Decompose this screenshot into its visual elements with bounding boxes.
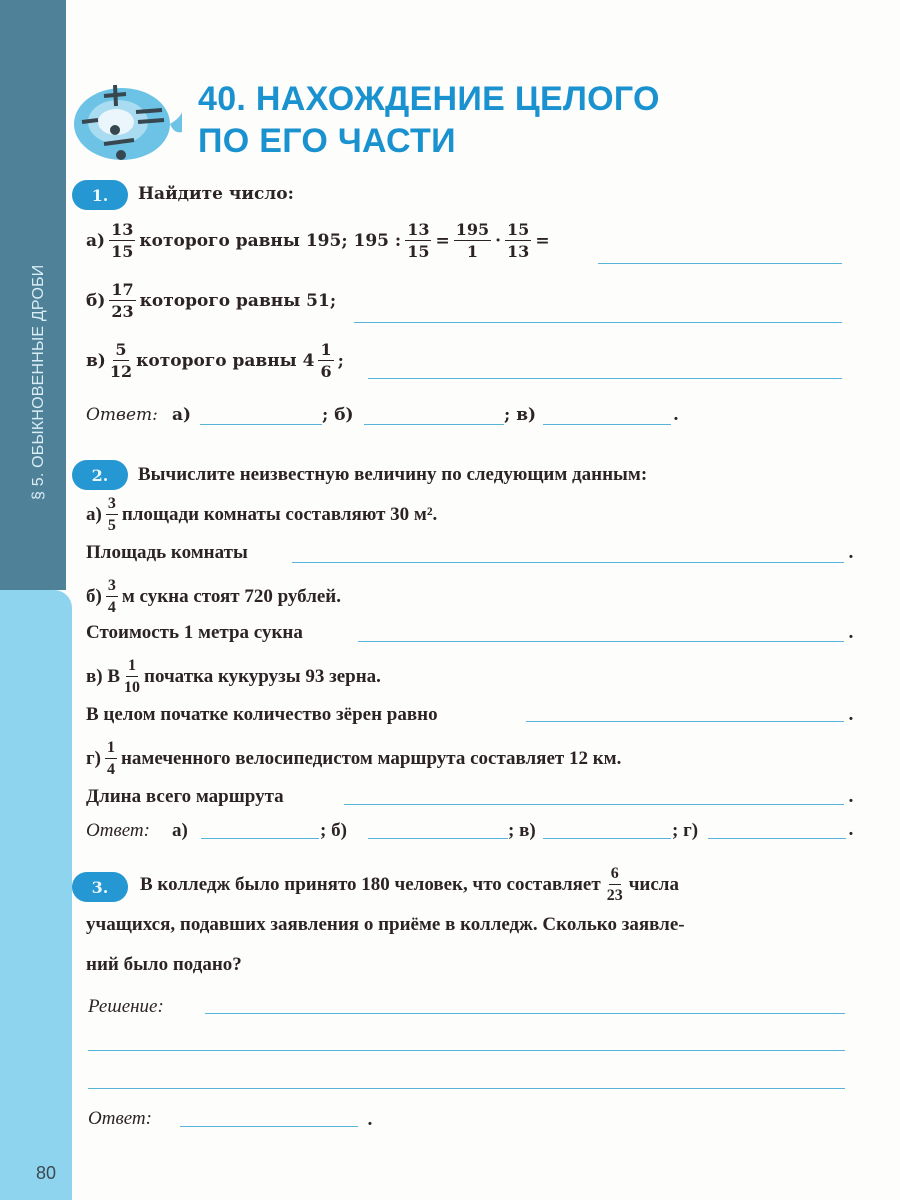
fraction: $\frac{1}{6}$ [320,340,332,381]
page-title [198,78,660,162]
task2-result-d: Длина всего маршрута [86,786,284,807]
fraction: $\frac{13}{15}$ [111,220,134,261]
task2-item-a: а) $\frac{3}{5}$ площади комнаты составляют 30 м². [86,495,438,534]
answer-blank-2c[interactable] [526,721,844,722]
math-operations-icon [70,82,182,162]
fraction: $\frac{17}{23}$ [111,280,134,321]
answer-blank-b[interactable] [354,322,842,323]
answer-blank-2b-final[interactable] [368,838,508,839]
answer-blank-3[interactable] [180,1126,358,1127]
task2-item-b: б) $\frac{3}{4}$ м сукна стоят 720 рублей. [86,577,341,616]
task2-prompt: Вычислите неизвестную величину по следующим данным: [138,464,648,485]
title-line-1: 40. НАХОЖДЕНИЕ ЦЕЛОГО [198,80,660,118]
answer-blank-2d[interactable] [344,804,844,805]
solution-label: Решение: [88,996,164,1017]
answer-blank-c[interactable] [368,378,842,379]
item-text: которого равны 195; 195 : [139,231,402,251]
answer-label: Ответ: [88,1108,152,1129]
fraction: $\frac{6}{23}$ [606,865,623,904]
section-label: § 5. ОБЫКНОВЕННЫЕ ДРОБИ [30,264,47,500]
task3-line-1: В колледж было принято 180 человек, что составляет $\frac{6}{23}$ числа [140,865,679,904]
item-label: а) [86,231,106,251]
task2-answer-label: Ответ: [86,820,150,841]
task1-item-b: б) $\frac{17}{23}$ которого равны 51; [86,280,337,321]
fraction: $\frac{1}{10}$ [124,657,141,696]
page-number: 80 [36,1163,57,1183]
answer-blank-a[interactable] [598,263,842,264]
answer-blank-2a-final[interactable] [201,838,319,839]
fraction: $\frac{1}{4}$ [106,739,115,778]
task-number-badge: 1. [72,180,128,210]
task-number-badge: 2. [72,460,128,490]
answer-blank-2c-final[interactable] [543,838,671,839]
answer-blank-1b[interactable] [364,424,504,425]
answer-blank-1a[interactable] [200,424,322,425]
task2-result-a: Площадь комнаты [86,542,248,563]
answer-blank-2b[interactable] [358,641,844,642]
answer-blank-2d-final[interactable] [708,838,846,839]
task1-answer-row: Ответ: [86,405,158,425]
fraction: $\frac{195}{1}$ [455,220,490,261]
task1-item-a: а) $\frac{13}{15}$ которого равны 195; 195 : $\frac{13}{15}$ = $\frac{195}{1}$ · $\frac{15}{13}$ = [86,220,550,261]
task3-line-2: учащихся, подавших заявления о приёме в колледж. Сколько заявле- [86,914,685,935]
task2-result-b: Стоимость 1 метра сукна [86,622,303,643]
fraction: $\frac{13}{15}$ [407,220,430,261]
fraction: $\frac{5}{12}$ [109,340,133,381]
task-number-badge: 3. [72,872,128,902]
solution-line-1[interactable] [205,1013,845,1014]
sidebar-light-band [0,590,72,1200]
task1-item-c: в) $\frac{5}{12}$ которого равны 4 $\frac{1}{6}$ ; [86,340,344,381]
fraction: $\frac{3}{5}$ [107,495,116,534]
task1-prompt: Найдите число: [138,184,294,204]
fraction: $\frac{3}{4}$ [107,577,116,616]
solution-line-3[interactable] [88,1088,845,1089]
task3-line-3: ний было подано? [86,954,242,975]
fraction: $\frac{15}{13}$ [507,220,530,261]
task2-item-d: г) $\frac{1}{4}$ намеченного велосипедистом маршрута составляет 12 км. [86,739,622,778]
answer-blank-2a[interactable] [292,562,844,563]
solution-line-2[interactable] [88,1050,845,1051]
task2-result-c: В целом початке количество зёрен равно [86,704,438,725]
task2-item-c: в) В $\frac{1}{10}$ початка кукурузы 93 зерна. [86,657,381,696]
answer-blank-1c[interactable] [543,424,671,425]
title-line-2: ПО ЕГО ЧАСТИ [198,122,456,160]
